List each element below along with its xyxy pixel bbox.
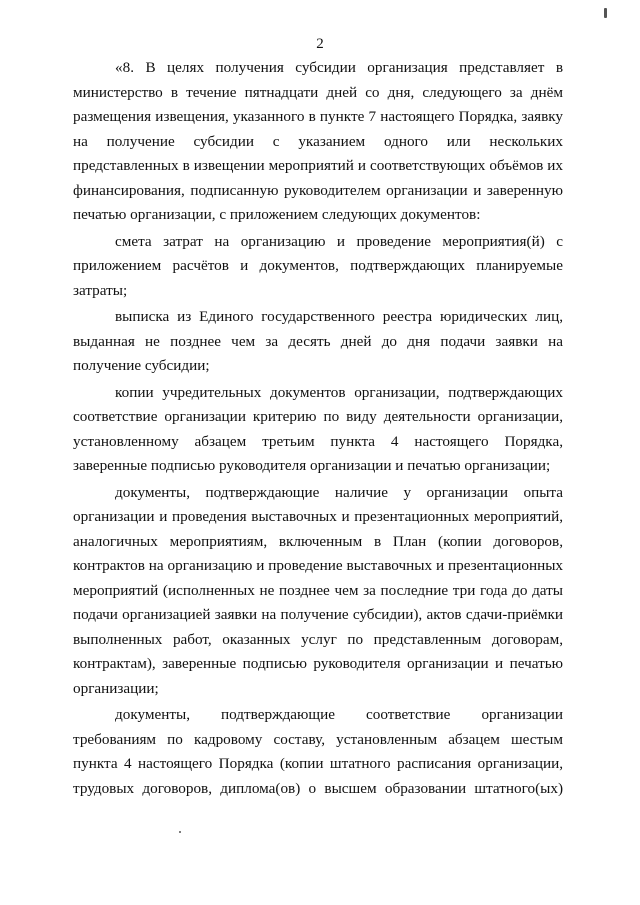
- text-line: копии учредительных документов организации, подтверждающих: [115, 383, 563, 401]
- text-line: организации;: [73, 679, 159, 697]
- text-line: установленному абзацем третьим пункта 4 настоящего Порядка,: [73, 432, 563, 450]
- scan-speck: [179, 831, 181, 833]
- text-line: смета затрат на организацию и проведение мероприятия(й) с: [115, 232, 563, 250]
- paragraph-1: [73, 56, 563, 228]
- text-line: печатью организации, с приложением следующих документов:: [73, 206, 481, 223]
- text-line: на получение субсидии с указанием одного или нескольких: [73, 132, 563, 150]
- paragraph-6: [73, 703, 563, 801]
- text-line: министерство в течение пятнадцати дней со дня, следующего за днём: [73, 83, 563, 101]
- text-line: пункта 4 настоящего Порядка (копии штатного расписания организации,: [73, 755, 563, 772]
- text-line: размещения извещения, указанного в пункте 7 настоящего Порядка, заявку: [73, 108, 563, 125]
- text-line: «8. В целях получения субсидии организация представляет в: [115, 59, 563, 76]
- paragraph-5: [73, 481, 563, 702]
- text-line: финансирования, подписанную руководителем организации и заверенную: [73, 181, 563, 199]
- paragraph-3: [73, 305, 563, 379]
- text-line: подачи организацией заявки на получение субсидии), актов сдачи-приёмки: [73, 606, 563, 623]
- text-line: контрактов на организацию и проведение выставочных и презентационных: [73, 557, 563, 574]
- text-line: соответствие организации критерию по виду деятельности организации,: [73, 408, 563, 425]
- text-line: контрактам), заверенные подписью руководителя организации и печатью: [73, 655, 563, 672]
- text-line: приложением расчётов и документов, подтверждающих планируемые: [73, 257, 563, 274]
- text-line: выписка из Единого государственного реестра юридических лиц,: [115, 308, 563, 325]
- document-body: [73, 56, 563, 801]
- paragraph-2: [73, 230, 563, 304]
- text-line: документы, подтверждающие соответствие организации: [115, 706, 563, 723]
- text-line: требованиям по кадровому составу, установленным абзацем шестым: [73, 730, 563, 748]
- text-line: заверенные подписью руководителя организации и печатью организации;: [73, 457, 551, 474]
- text-line: выполненных работ, оказанных услуг по представленным договорам,: [73, 630, 563, 648]
- page-number: 2: [316, 36, 324, 52]
- text-line: затраты;: [73, 281, 128, 299]
- text-line: аналогичных мероприятиям, включенным в План (копии договоров,: [73, 532, 563, 550]
- text-line: получение субсидии;: [73, 357, 210, 374]
- text-line: документы, подтверждающие наличие у организации опыта: [115, 483, 563, 501]
- scan-speck: [604, 8, 607, 18]
- text-line: трудовых договоров, диплома(ов) о высшем образовании штатного(ых): [73, 779, 563, 797]
- paragraph-4: [73, 381, 563, 479]
- text-line: представленных в извещении мероприятий и соответствующих объёмов их: [73, 157, 563, 174]
- text-line: организации и проведения выставочных и презентационных мероприятий,: [73, 508, 563, 525]
- text-line: мероприятий (исполненных не позднее чем за последние три года до даты: [73, 581, 563, 599]
- text-line: выданная не позднее чем за десять дней до дня подачи заявки на: [73, 332, 563, 350]
